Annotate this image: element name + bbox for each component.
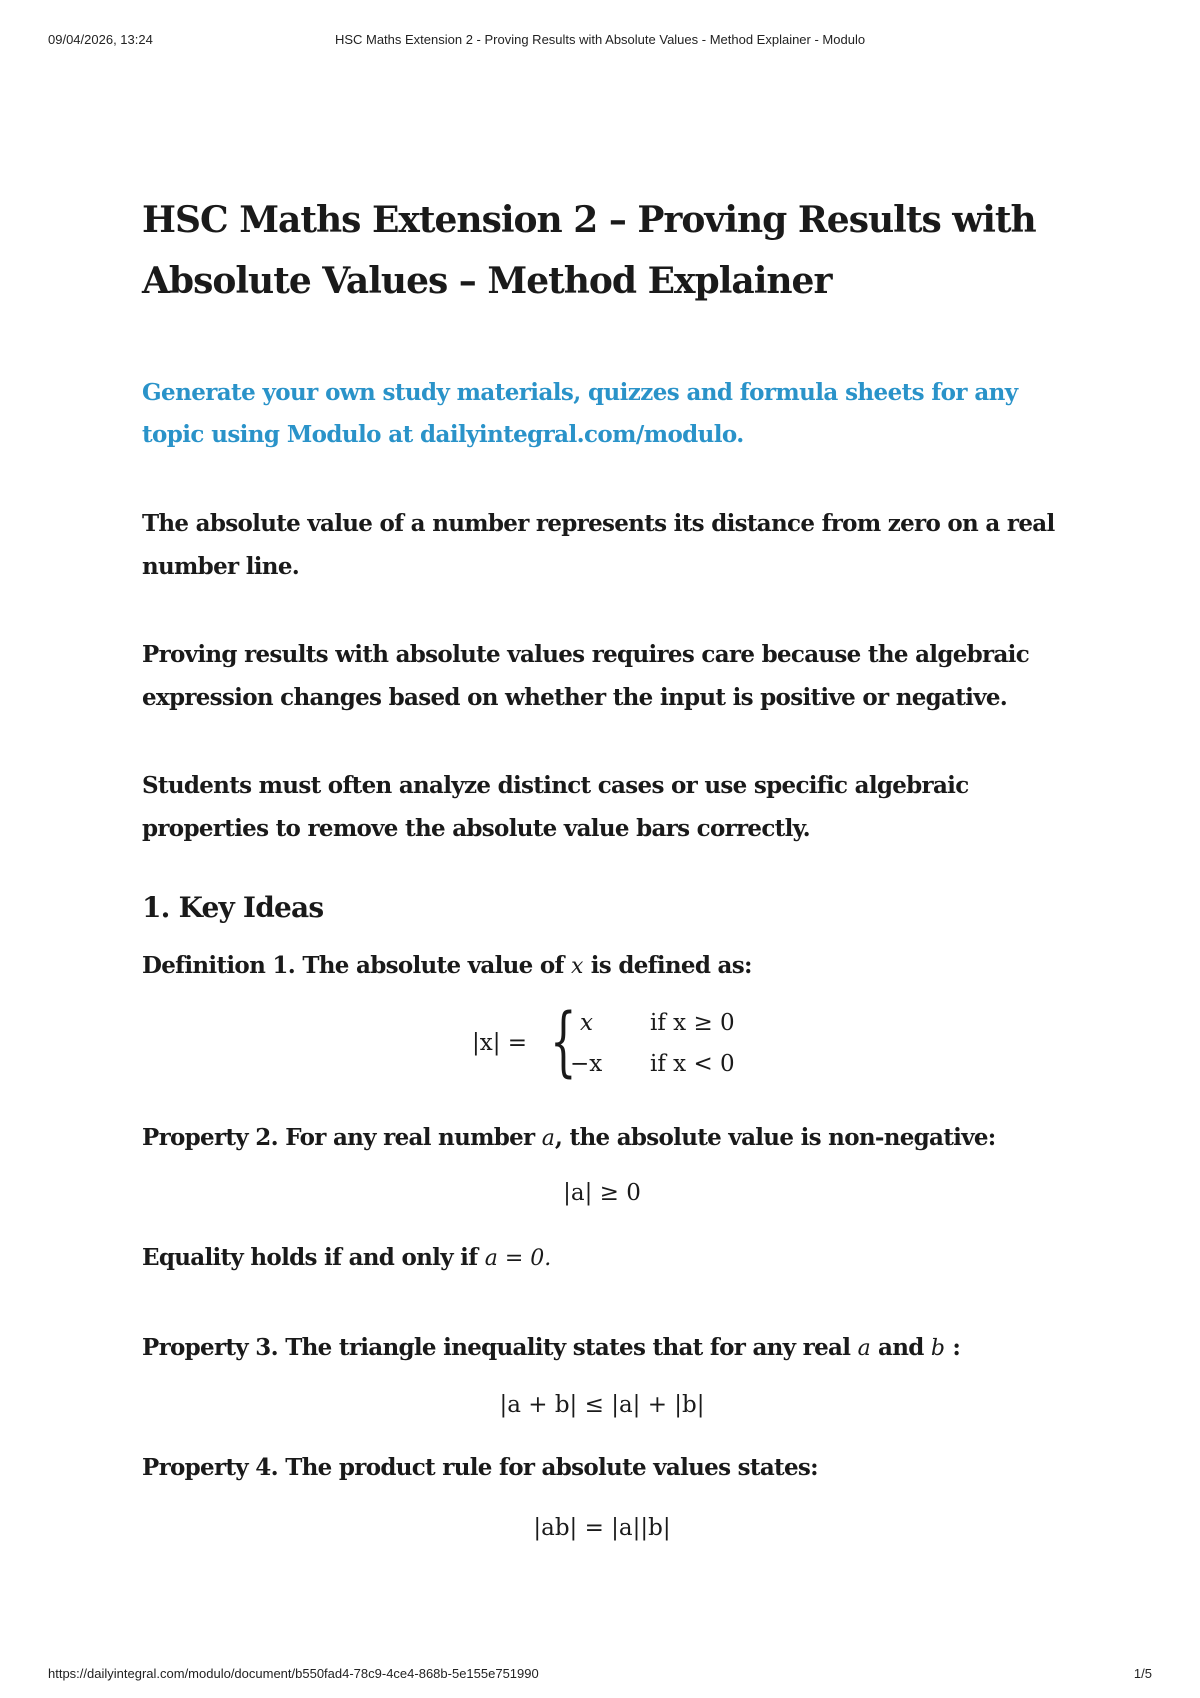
property-2-var: a <box>541 1126 555 1151</box>
property-2-equality-line <box>142 1240 1062 1277</box>
print-footer <box>0 1666 1200 1686</box>
piecewise-case-1-cond: if x ≥ 0 <box>650 1010 735 1036</box>
property-3-var-a: a <box>857 1336 871 1361</box>
definition-1-var: x <box>571 954 584 979</box>
property-3-line <box>142 1330 1062 1367</box>
property-2-text-after: , the absolute value is non-negative: <box>554 1124 996 1151</box>
intro-paragraph-2: Proving results with absolute values requires care because the algebraic expression changes based on whether the input is positive or negative. <box>142 641 1029 711</box>
property-3-text-before: The triangle inequality states that for any real <box>285 1334 851 1361</box>
property-4-line <box>142 1450 1062 1486</box>
piecewise-case-1-expr: x <box>580 1010 593 1036</box>
section-heading-key-ideas: 1. Key Ideas <box>142 891 324 924</box>
equality-math: a = 0. <box>484 1246 552 1271</box>
definition-1-line <box>142 948 1062 985</box>
promo-text: Generate your own study materials, quizzes and formula sheets for any topic using Modulo at dailyintegral.com/modulo. <box>142 379 1018 448</box>
piecewise-case-2-expr: −x <box>570 1051 603 1077</box>
piecewise-case-2-cond: if x < 0 <box>650 1051 735 1077</box>
property-3-label: Property 3. <box>142 1334 278 1361</box>
print-datetime: 09/04/2026, 13:24 <box>48 32 153 47</box>
absolute-value-piecewise <box>472 996 752 1085</box>
intro-paragraph-1: The absolute value of a number represents its distance from zero on a real number line. <box>142 510 1055 580</box>
print-page-number: 1/5 <box>1133 1666 1152 1681</box>
intro-paragraph-3: Students must often analyze distinct cases or use specific algebraic properties to remove the absolute value bars correctly. <box>142 772 969 842</box>
document-title: HSC Maths Extension 2 – Proving Results with Absolute Values – Method Explainer <box>142 199 1036 302</box>
property-4-label: Property 4. <box>142 1454 278 1481</box>
print-url[interactable]: https://dailyintegral.com/modulo/document/b550fad4-78c9-4ce4-868b-5e155e751990 <box>48 1666 539 1681</box>
definition-1-label: Definition 1. <box>142 952 296 979</box>
property-4-text: The product rule for absolute values states: <box>285 1454 818 1481</box>
print-header <box>0 32 1200 52</box>
property-3-and: and <box>878 1334 924 1361</box>
property-2-formula: |a| ≥ 0 <box>563 1180 641 1206</box>
property-3-formula: |a + b| ≤ |a| + |b| <box>499 1392 705 1418</box>
definition-1-text-after: is defined as: <box>590 952 752 979</box>
piecewise-lhs: |x| = <box>472 1030 528 1056</box>
property-2-text-before: For any real number <box>285 1124 535 1151</box>
property-4-formula: |ab| = |a||b| <box>533 1515 671 1541</box>
property-2-line <box>142 1120 1062 1157</box>
property-3-var-b: b <box>930 1336 946 1361</box>
equality-text: Equality holds if and only if <box>142 1244 478 1271</box>
property-3-colon: : <box>952 1334 961 1361</box>
left-brace-icon: { <box>550 996 577 1085</box>
definition-1-text-before: The absolute value of <box>302 952 564 979</box>
property-2-label: Property 2. <box>142 1124 278 1151</box>
print-page-title: HSC Maths Extension 2 - Proving Results with Absolute Values - Method Explainer - Modulo <box>334 32 866 47</box>
